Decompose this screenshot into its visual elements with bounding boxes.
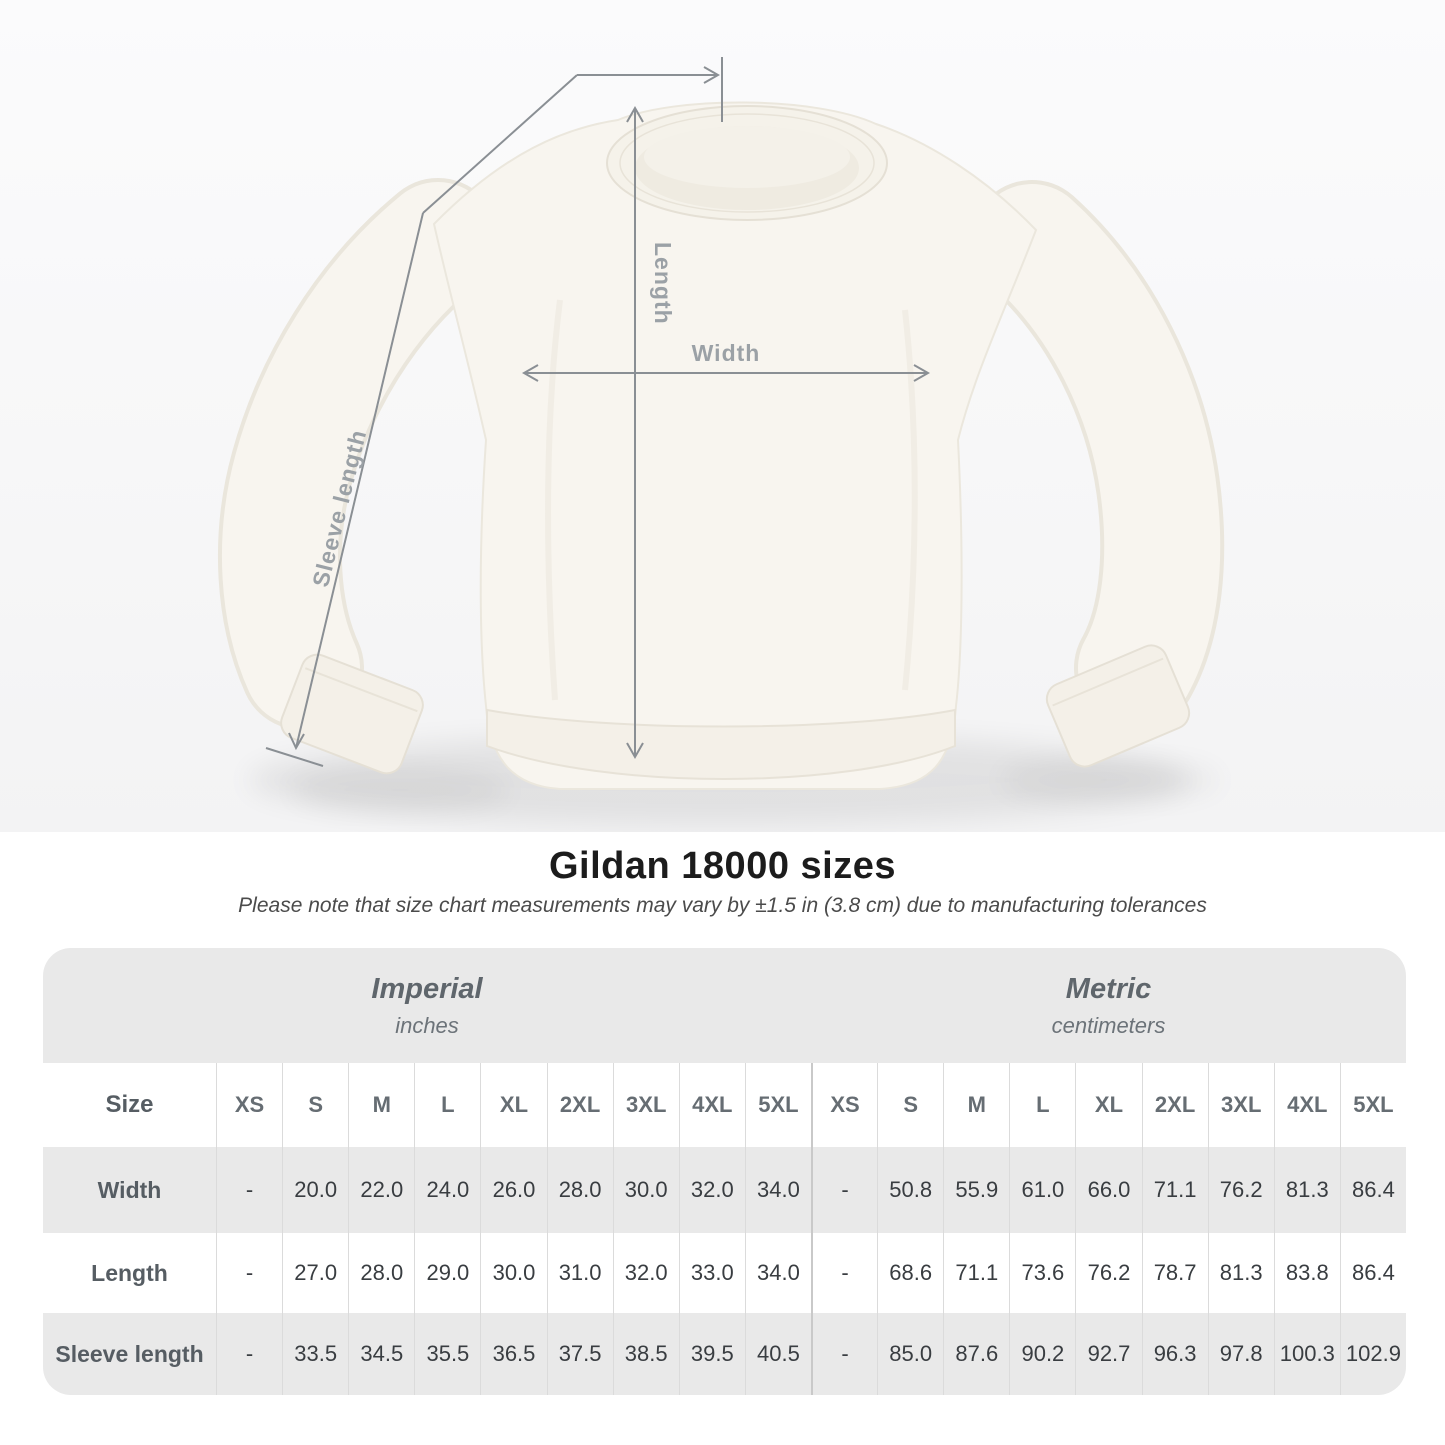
cell-length-imperial-l: 29.0 bbox=[414, 1233, 480, 1313]
cell-width-imperial-m: 22.0 bbox=[348, 1147, 414, 1233]
cell-sleeve-length-imperial-xs: - bbox=[216, 1313, 282, 1395]
cell-width-metric-2xl: 71.1 bbox=[1142, 1147, 1208, 1233]
cell-width-metric-4xl: 81.3 bbox=[1274, 1147, 1340, 1233]
page-title: Gildan 18000 sizes bbox=[549, 845, 896, 887]
size-header-metric-l: L bbox=[1009, 1063, 1075, 1147]
metric-title: Metric bbox=[1065, 972, 1152, 1005]
cell-sleeve-length-imperial-3xl: 38.5 bbox=[613, 1313, 679, 1395]
cell-width-metric-s: 50.8 bbox=[877, 1147, 943, 1233]
row-label-length: Length bbox=[91, 1259, 168, 1286]
cell-width-metric-l: 61.0 bbox=[1009, 1147, 1075, 1233]
cell-length-metric-2xl: 78.7 bbox=[1142, 1233, 1208, 1313]
cell-width-metric-m: 55.9 bbox=[943, 1147, 1009, 1233]
cell-sleeve-length-metric-s: 85.0 bbox=[877, 1313, 943, 1395]
cell-sleeve-length-metric-3xl: 97.8 bbox=[1208, 1313, 1274, 1395]
metric-band bbox=[811, 948, 1406, 1063]
left-cuff-shadow bbox=[290, 770, 510, 810]
cell-length-metric-3xl: 81.3 bbox=[1208, 1233, 1274, 1313]
width-label: Width bbox=[691, 340, 761, 366]
right-sleeve bbox=[1032, 242, 1162, 668]
cell-length-imperial-xs: - bbox=[216, 1233, 282, 1313]
cell-length-metric-m: 71.1 bbox=[943, 1233, 1009, 1313]
cell-sleeve-length-metric-5xl: 102.9 bbox=[1340, 1313, 1406, 1395]
cell-sleeve-length-imperial-m: 34.5 bbox=[348, 1313, 414, 1395]
cell-width-imperial-2xl: 28.0 bbox=[547, 1147, 613, 1233]
size-header-imperial-3xl: 3XL bbox=[613, 1063, 679, 1147]
row-label-width: Width bbox=[43, 1147, 216, 1233]
cell-length-imperial-2xl: 31.0 bbox=[547, 1233, 613, 1313]
right-cuff-shadow bbox=[1000, 760, 1220, 800]
cell-sleeve-length-metric-l: 90.2 bbox=[1009, 1313, 1075, 1395]
cell-length-metric-4xl: 83.8 bbox=[1274, 1233, 1340, 1313]
imperial-unit: inches bbox=[395, 1012, 459, 1038]
tolerance-note: Please note that size chart measurements may vary by ±1.5 in (3.8 cm) due to manufacturing tolerances bbox=[238, 894, 1207, 917]
cell-length-metric-s: 68.6 bbox=[877, 1233, 943, 1313]
cell-width-metric-xl: 66.0 bbox=[1075, 1147, 1141, 1233]
cell-length-metric-l: 73.6 bbox=[1009, 1233, 1075, 1313]
imperial-title: Imperial bbox=[371, 972, 483, 1005]
size-header-imperial-2xl: 2XL bbox=[547, 1063, 613, 1147]
size-header-metric-s: S bbox=[877, 1063, 943, 1147]
cell-length-imperial-3xl: 32.0 bbox=[613, 1233, 679, 1313]
cell-width-imperial-xl: 26.0 bbox=[480, 1147, 546, 1233]
sleeve-length-label: Sleeve length bbox=[307, 426, 372, 590]
size-header-imperial-xl: XL bbox=[480, 1063, 546, 1147]
cell-width-imperial-s: 20.0 bbox=[282, 1147, 348, 1233]
cell-length-imperial-4xl: 33.0 bbox=[679, 1233, 745, 1313]
cell-width-imperial-3xl: 30.0 bbox=[613, 1147, 679, 1233]
cell-width-imperial-5xl: 34.0 bbox=[745, 1147, 811, 1233]
size-column-header: Size bbox=[105, 1091, 154, 1118]
metric-unit: centimeters bbox=[1051, 1012, 1166, 1038]
cell-width-imperial-4xl: 32.0 bbox=[679, 1147, 745, 1233]
size-header-metric-m: M bbox=[943, 1063, 1009, 1147]
size-header-metric-5xl: 5XL bbox=[1340, 1063, 1406, 1147]
size-header-imperial-m: M bbox=[348, 1063, 414, 1147]
cell-length-imperial-5xl: 34.0 bbox=[745, 1233, 811, 1313]
size-header-imperial-l: L bbox=[414, 1063, 480, 1147]
size-header-metric-xl: XL bbox=[1075, 1063, 1141, 1147]
cell-sleeve-length-metric-m: 87.6 bbox=[943, 1313, 1009, 1395]
cell-sleeve-length-imperial-s: 33.5 bbox=[282, 1313, 348, 1395]
cell-width-metric-5xl: 86.4 bbox=[1340, 1147, 1406, 1233]
cell-length-metric-5xl: 86.4 bbox=[1340, 1233, 1406, 1313]
cell-width-metric-3xl: 76.2 bbox=[1208, 1147, 1274, 1233]
cell-length-imperial-s: 27.0 bbox=[282, 1233, 348, 1313]
size-header-imperial-xs: XS bbox=[216, 1063, 282, 1147]
cell-width-metric-xs: - bbox=[811, 1147, 877, 1233]
imperial-band bbox=[43, 948, 811, 1063]
size-header-metric-3xl: 3XL bbox=[1208, 1063, 1274, 1147]
collar bbox=[607, 106, 887, 220]
size-header-imperial-4xl: 4XL bbox=[679, 1063, 745, 1147]
cell-sleeve-length-metric-2xl: 96.3 bbox=[1142, 1313, 1208, 1395]
cell-width-imperial-l: 24.0 bbox=[414, 1147, 480, 1233]
cell-length-metric-xl: 76.2 bbox=[1075, 1233, 1141, 1313]
length-label: Length bbox=[650, 242, 676, 325]
row-label-sleeve-length: Sleeve length bbox=[43, 1313, 216, 1395]
cell-width-imperial-xs: - bbox=[216, 1147, 282, 1233]
cell-sleeve-length-imperial-4xl: 39.5 bbox=[679, 1313, 745, 1395]
cell-sleeve-length-imperial-5xl: 40.5 bbox=[745, 1313, 811, 1395]
size-header-imperial-5xl: 5XL bbox=[745, 1063, 811, 1147]
cell-sleeve-length-imperial-l: 35.5 bbox=[414, 1313, 480, 1395]
cell-sleeve-length-metric-xs: - bbox=[811, 1313, 877, 1395]
cell-sleeve-length-imperial-xl: 36.5 bbox=[480, 1313, 546, 1395]
cell-sleeve-length-imperial-2xl: 37.5 bbox=[547, 1313, 613, 1395]
cell-length-imperial-m: 28.0 bbox=[348, 1233, 414, 1313]
size-header-metric-xs: XS bbox=[811, 1063, 877, 1147]
cell-length-imperial-xl: 30.0 bbox=[480, 1233, 546, 1313]
size-header-metric-4xl: 4XL bbox=[1274, 1063, 1340, 1147]
cell-sleeve-length-metric-xl: 92.7 bbox=[1075, 1313, 1141, 1395]
size-header-imperial-s: S bbox=[282, 1063, 348, 1147]
cell-sleeve-length-metric-4xl: 100.3 bbox=[1274, 1313, 1340, 1395]
cell-length-metric-xs: - bbox=[811, 1233, 877, 1313]
size-table bbox=[43, 948, 1406, 1395]
size-header-metric-2xl: 2XL bbox=[1142, 1063, 1208, 1147]
